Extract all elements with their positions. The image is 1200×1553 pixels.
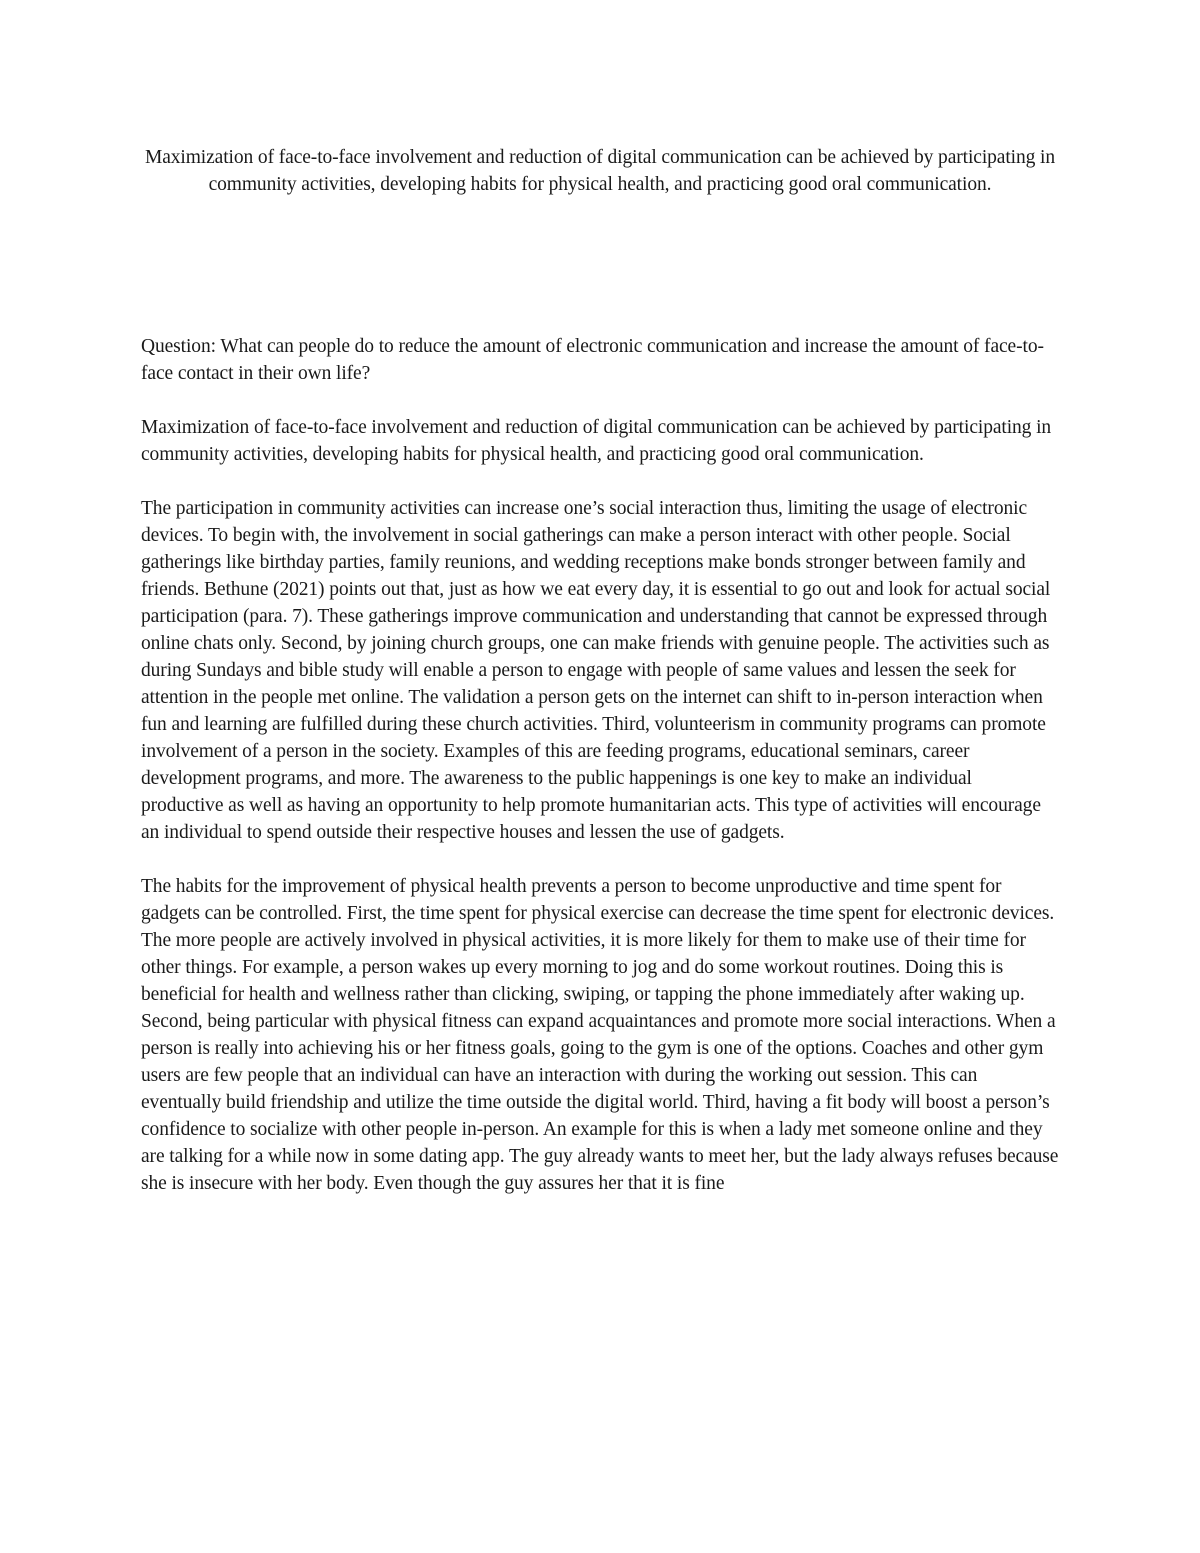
document-body xyxy=(141,333,1059,1197)
question-paragraph: Question: What can people do to reduce the amount of electronic communication and increase the amount of face-to-face contact in their own life? xyxy=(141,336,1044,384)
thesis-paragraph: Maximization of face-to-face involvement and reduction of digital communication can be achieved by participating in community activities, developing habits for physical health, and practicing good oral communication. xyxy=(141,417,1052,465)
title-statement: Maximization of face-to-face involvement and reduction of digital communication can be achieved by participating in community activities, developing habits for physical health, and practicing good oral communication. xyxy=(144,147,1056,195)
physical-health-paragraph: The habits for the improvement of physical health prevents a person to become unproductive and time spent for gadgets can be controlled. First, the time spent for physical exercise can decrease the time spent for electronic devices. The more people are actively involved in physical activities, it is more likely for them to make use of their time for other things. For example, a person wakes up every morning to jog and do some workout routines. Doing this is beneficial for health and wellness rather than clicking, swiping, or tapping the phone immediately after waking up. Second, being particular with physical fitness can expand acquaintances and promote more social interactions. When a person is really into achieving his or her fitness goals, going to the gym is one of the options. Coaches and other gym users are few people that an individual can have an interaction with during the working out session. This can eventually build friendship and utilize the time outside the digital world. Third, having a fit body will boost a person’s confidence to socialize with other people in-person. An example for this is when a lady met someone online and they are talking for a while now in some dating app. The guy already wants to meet her, but the lady always refuses because she is insecure with her body. Even though the guy assures her that it is fine xyxy=(141,876,1059,1194)
community-activities-paragraph: The participation in community activities can increase one’s social interaction thus, limiting the usage of electronic devices. To begin with, the involvement in social gatherings can make a person interact with other people. Social gatherings like birthday parties, family reunions, and wedding receptions make bonds stronger between family and friends. Bethune (2021) points out that, just as how we eat every day, it is essential to go out and look for actual social participation (para. 7). These gatherings improve communication and understanding that cannot be expressed through online chats only. Second, by joining church groups, one can make friends with genuine people. The activities such as during Sundays and bible study will enable a person to engage with people of same values and lessen the seek for attention in the people met online. The validation a person gets on the internet can shift to in-person interaction when fun and learning are fulfilled during these church activities. Third, volunteerism in community programs can promote involvement of a person in the society. Examples of this are feeding programs, educational seminars, career development programs, and more. The awareness to the public happenings is one key to make an individual productive as well as having an opportunity to help promote humanitarian acts. This type of activities will encourage an individual to spend outside their respective houses and lessen the use of gadgets. xyxy=(141,498,1051,843)
